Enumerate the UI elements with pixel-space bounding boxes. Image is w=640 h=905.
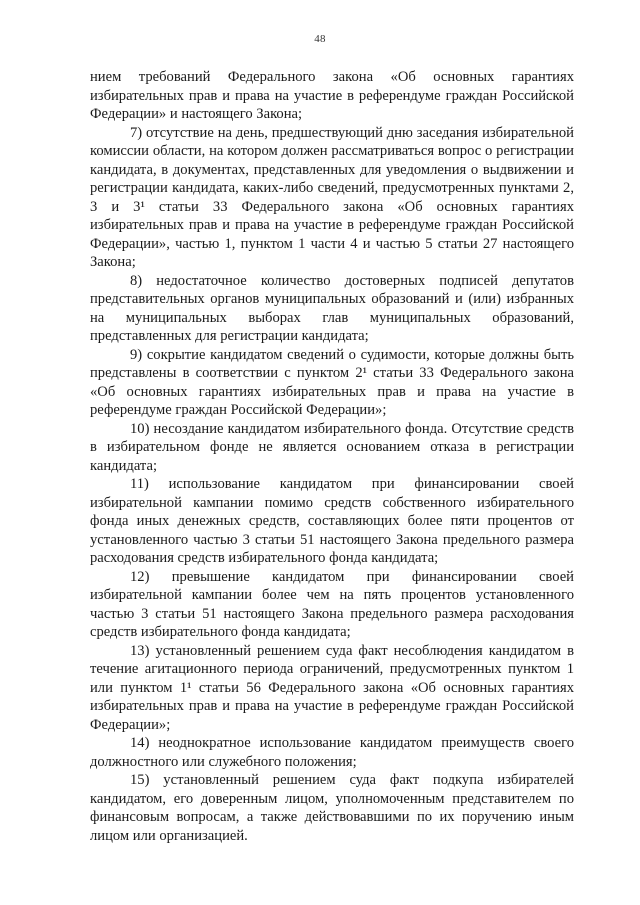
page-number: 48 [314, 33, 326, 45]
document-body [90, 68, 574, 845]
paragraph-item-13: 13) установленный решением суда факт несоблюдения кандидатом в течение агитационного периода ограничений, предусмотренных пунктом 1 или пунктом 1¹ статьи 56 Федерального закона «Об основных гарантиях избирательных прав и права на участие в референдуме граждан Российской Федерации»; [90, 642, 574, 733]
paragraph-item-7: 7) отсутствие на день, предшествующий дню заседания избирательной комиссии области, на котором должен рассматриваться вопрос о регистрации кандидата, в документах, представленных для уведомления о выдвижении и регистрации кандидата, каких-либо сведений, предусмотренных пунктами 2, 3 и 3¹ статьи 33 Федерального закона «Об основных гарантиях избирательных прав и права на участие в референдуме граждан Российской Федерации», частью 1, пунктом 1 части 4 и частью 5 статьи 27 настоящего Закона; [90, 124, 574, 270]
paragraph-item-8: 8) недостаточное количество достоверных подписей депутатов представительных органов муниципальных образований и (или) избранных на муниципальных выборах глав муниципальных образований, представленных для регистрации кандидата; [90, 272, 574, 344]
paragraph-item-9: 9) сокрытие кандидатом сведений о судимости, которые должны быть представлены в соответствии с пунктом 2¹ статьи 33 Федерального закона «Об основных гарантиях избирательных прав и права на участие в референдуме граждан Российской Федерации»; [90, 346, 574, 418]
paragraph-item-15: 15) установленный решением суда факт подкупа избирателей кандидатом, его доверенным лицом, уполномоченным представителем по финансовым вопросам, а также действовавшими по их поручению иным лицом или организацией. [90, 772, 574, 844]
paragraph-item-14: 14) неоднократное использование кандидатом преимуществ своего должностного или служебного положения; [90, 735, 574, 770]
paragraph-item-10: 10) несоздание кандидатом избирательного фонда. Отсутствие средств в избирательном фонде не является основанием отказа в регистрации кандидата; [90, 420, 574, 474]
paragraph-item-11: 11) использование кандидатом при финансировании своей избирательной кампании помимо средств собственного избирательного фонда иных денежных средств, составляющих более пяти процентов от установленного частью 3 статьи 51 настоящего Закона предельного размера расходования средств избирательного фонда кандидата; [90, 476, 574, 566]
paragraph-item-12: 12) превышение кандидатом при финансировании своей избирательной кампании более чем на пять процентов установленного частью 3 статьи 51 настоящего Закона предельного размера расходования средств избирательного фонда кандидата; [90, 568, 574, 640]
paragraph-continuation: нием требований Федерального закона «Об основных гарантиях избирательных прав и права на участие в референдуме граждан Российской Федерации» и настоящего Закона; [90, 69, 574, 122]
